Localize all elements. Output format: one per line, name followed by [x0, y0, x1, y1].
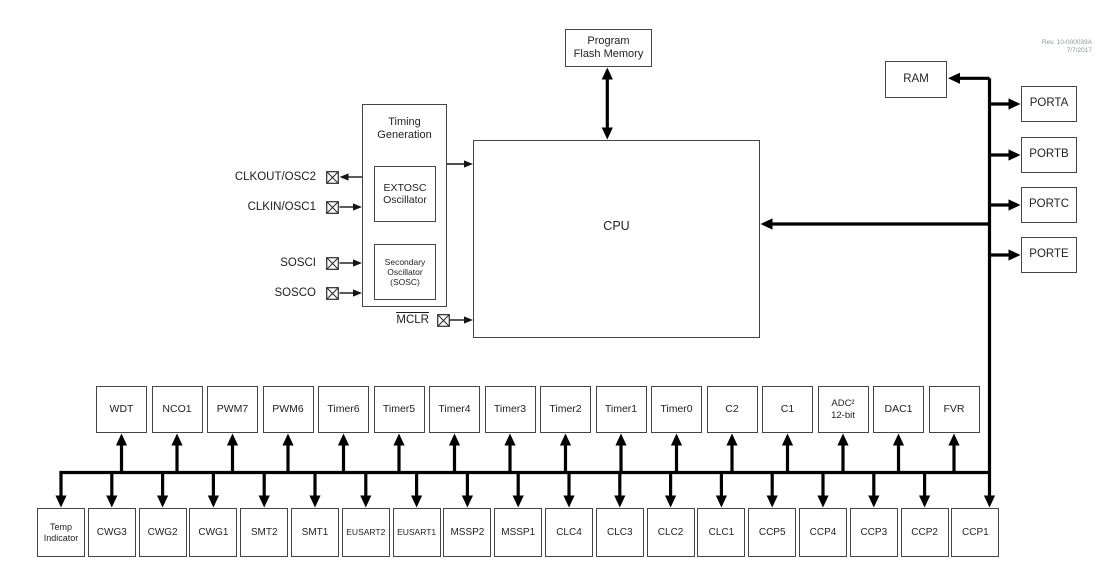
block-temp-indicator: [37, 508, 85, 557]
block-eusart1: [393, 508, 441, 557]
pin-clkin-osc1-symbol-icon: [326, 201, 339, 214]
pin-label-text: SOSCO: [274, 287, 316, 299]
block-label: Timer5: [382, 403, 416, 416]
block-label: PORTE: [1029, 248, 1069, 261]
pin-label-text: CLKOUT/OSC2: [234, 171, 316, 183]
block-label: DAC1: [884, 403, 913, 416]
block-label: CWG3: [96, 526, 127, 538]
block-timer0: [651, 386, 702, 433]
pin-label-clkout-osc2: [156, 169, 316, 185]
secondary-oscillator-label: Secondary Oscillator (SOSC): [384, 256, 426, 287]
block-c1: [762, 386, 813, 433]
block-timer6: [318, 386, 369, 433]
block-pwm6: [263, 386, 314, 433]
revision-note: [1042, 39, 1092, 55]
block-label: CCP5: [758, 526, 786, 538]
block-label: MSSP2: [450, 526, 485, 538]
block-label: PWM7: [216, 403, 249, 416]
secondary-oscillator-block: [374, 244, 436, 300]
block-label: SMT2: [250, 526, 278, 538]
block-cwg1: [189, 508, 237, 557]
block-ccp2: [901, 508, 949, 557]
block-label: WDT: [109, 403, 134, 416]
revision-number: Rev. 10-000039A: [1041, 39, 1092, 46]
block-label: SMT1: [301, 526, 329, 538]
block-label: MSSP1: [501, 526, 536, 538]
block-timer5: [374, 386, 425, 433]
block-label: Timer3: [493, 403, 527, 416]
pin-clkout-osc2-symbol-icon: [326, 171, 339, 184]
block-label: CCP1: [962, 526, 989, 538]
block-clc3: [596, 508, 644, 557]
block-eusart2: [342, 508, 390, 557]
block-label: PWM6: [272, 403, 304, 416]
block-pwm7: [207, 386, 258, 433]
pin-mclr-symbol-icon: [437, 314, 450, 327]
block-label: EUSART2: [346, 527, 386, 538]
cpu-block: [473, 140, 760, 338]
block-clc2: [647, 508, 695, 557]
block-timer1: [596, 386, 647, 433]
port-portb: [1021, 137, 1077, 173]
block-label: CLC2: [657, 526, 684, 538]
block-smt2: [240, 508, 288, 557]
pin-label-text: SOSCI: [280, 257, 316, 269]
block-cwg3: [88, 508, 136, 557]
pin-sosci-symbol-icon: [326, 257, 339, 270]
block-timer4: [429, 386, 480, 433]
extosc-oscillator-block: [374, 166, 436, 222]
pin-label-text: CLKIN/OSC1: [247, 201, 316, 213]
pin-label-text: MCLR: [396, 314, 429, 326]
cpu-label: CPU: [603, 218, 630, 233]
pin-label-clkin-osc1: [156, 199, 316, 215]
block-label: CLC3: [607, 526, 633, 538]
block-label: Timer0: [660, 403, 693, 416]
block-label: Timer4: [438, 403, 471, 416]
block-mssp2: [443, 508, 491, 557]
block-label: CCP4: [809, 526, 837, 538]
block-nco1: [152, 386, 203, 433]
revision-date: 7/7/2017: [1066, 47, 1092, 54]
block-label: EUSART1: [397, 527, 437, 538]
block-label: Timer6: [327, 403, 360, 416]
block-label: NCO1: [162, 403, 192, 416]
port-portc: [1021, 187, 1077, 223]
block-label: CCP2: [911, 526, 938, 538]
block-label: PORTC: [1028, 198, 1070, 211]
program-flash-memory-label: Program Flash Memory: [573, 35, 644, 60]
block-label: Temp Indicator: [43, 521, 79, 543]
block-label: C2: [725, 403, 739, 416]
block-c2: [707, 386, 758, 433]
ram-block: [885, 61, 947, 98]
block-label: CWG2: [147, 526, 178, 538]
block-fvr: [929, 386, 980, 433]
block-clc1: [697, 508, 745, 557]
block-ccp3: [850, 508, 898, 557]
block-label: PORTA: [1029, 97, 1069, 110]
block-cwg2: [139, 508, 187, 557]
block-label: CLC4: [556, 526, 582, 538]
block-timer3: [485, 386, 536, 433]
extosc-oscillator-label: EXTOSC Oscillator: [383, 181, 427, 206]
block-ccp5: [748, 508, 796, 557]
ram-label: RAM: [903, 72, 929, 85]
block-label: CWG1: [198, 526, 229, 538]
block-ccp1: [951, 508, 999, 557]
pin-label-sosco: [156, 285, 316, 301]
pin-label-mclr: [269, 312, 429, 328]
block-wdt: [96, 386, 147, 433]
pin-sosco-symbol-icon: [326, 287, 339, 300]
block-timer2: [540, 386, 591, 433]
block-label: FVR: [943, 403, 965, 416]
block-smt1: [291, 508, 339, 557]
block-dac1: [873, 386, 924, 433]
block-label: Timer1: [604, 403, 638, 416]
block-label: Timer2: [549, 403, 582, 416]
block-label: ADC² 12-bit: [831, 398, 855, 421]
port-porta: [1021, 86, 1077, 122]
block-ccp4: [799, 508, 847, 557]
block-label: CLC1: [708, 526, 735, 538]
block-adc-12-bit: [818, 386, 869, 433]
timing-generation-label: Timing Generation: [377, 116, 432, 141]
program-flash-memory-block: [565, 29, 652, 67]
block-clc4: [545, 508, 593, 557]
pin-label-sosci: [156, 255, 316, 271]
port-porte: [1021, 237, 1077, 273]
block-label: CCP3: [860, 526, 888, 538]
block-mssp1: [494, 508, 542, 557]
block-label: C1: [780, 403, 795, 416]
block-label: PORTB: [1029, 148, 1069, 161]
